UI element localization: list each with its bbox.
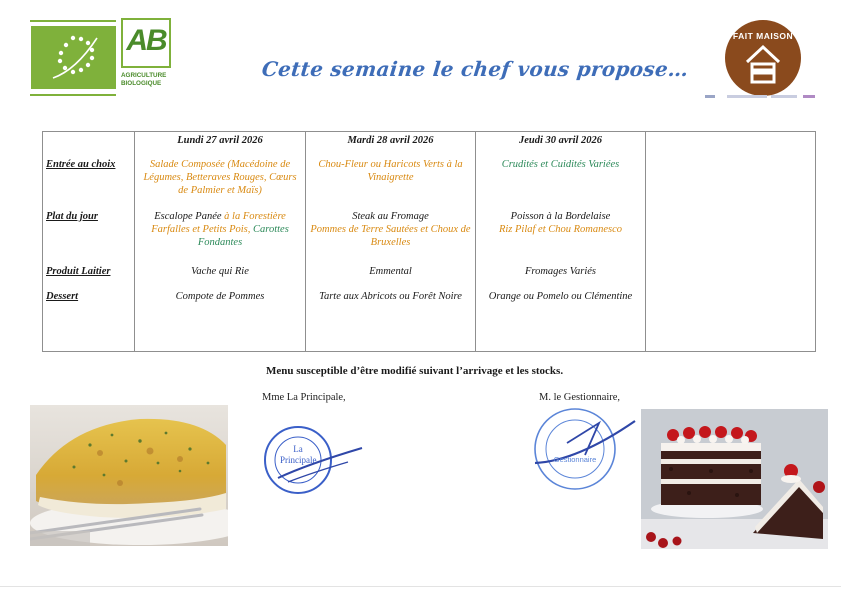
manager-stamp-text: Gestionnaire — [553, 455, 597, 464]
plat-monday-side-a: Farfalles et Petits Pois, — [151, 223, 251, 235]
plat-thursday — [476, 205, 646, 259]
plat-thursday-side: Riz Pilaf et Chou Romanesco — [498, 223, 623, 235]
plat-thursday-main: Poisson à la Bordelaise — [510, 210, 611, 222]
principal-stamp-text: La Principale — [280, 444, 317, 465]
table-row-plat — [43, 205, 816, 259]
fait-maison-logo — [725, 20, 801, 96]
signature-principal-label: Mme La Principale, — [262, 392, 346, 403]
laitier-thursday: Fromages Variés — [476, 259, 646, 287]
plat-monday-main: Escalope Panée — [154, 210, 222, 222]
corner-cell — [43, 132, 135, 152]
laitier-tuesday: Emmental — [306, 259, 476, 287]
row-label-plat: Plat du jour — [43, 205, 135, 259]
weekly-menu-table — [42, 131, 816, 352]
fait-maison-caption-strip — [703, 94, 821, 100]
ab-caption — [121, 72, 173, 88]
header-rule-top — [30, 20, 116, 22]
leaf-of-stars-icon — [31, 26, 116, 89]
row-label-laitier: Produit Laitier — [43, 259, 135, 287]
entree-empty — [646, 152, 816, 205]
dessert-tuesday: Tarte aux Abricots ou Forêt Noire — [306, 287, 476, 352]
day-header-tuesday: Mardi 28 avril 2026 — [306, 132, 476, 152]
menu-change-notice: Menu susceptible d’être modifié suivant l’arrivage et les stocks. — [266, 365, 564, 377]
black-forest-cake-photo — [641, 409, 828, 549]
house-hat-icon — [725, 20, 801, 96]
table-header-row — [43, 132, 816, 152]
plat-tuesday-side: Pommes de Terre Sautées et Choux de Bruxelles — [310, 223, 471, 248]
ab-letters: AB — [126, 24, 166, 57]
plat-empty — [646, 205, 816, 259]
day-header-thursday: Jeudi 30 avril 2026 — [476, 132, 646, 152]
row-label-entree: Entrée au choix — [43, 152, 135, 205]
signature-manager-label: M. le Gestionnaire, — [539, 392, 621, 403]
plat-monday — [135, 205, 306, 259]
eu-organic-leaf-logo — [31, 26, 116, 89]
ab-caption-line2: BIOLOGIQUE — [121, 80, 162, 87]
gratin-photo — [30, 405, 228, 546]
laitier-monday: Vache qui Rie — [135, 259, 306, 287]
plat-monday-sauce: à la Forestière — [224, 210, 286, 222]
row-label-dessert: Dessert — [43, 287, 135, 352]
dessert-monday: Compote de Pommes — [135, 287, 306, 352]
dessert-thursday: Orange ou Pomelo ou Clémentine — [476, 287, 646, 352]
entree-thursday: Crudités et Cuidités Variées — [476, 152, 646, 205]
table-row-entree — [43, 152, 816, 205]
page-title: Cette semaine le chef vous propose… — [260, 57, 690, 81]
plat-tuesday-main: Steak au Fromage — [352, 210, 429, 222]
table-row-dessert — [43, 287, 816, 352]
dessert-empty — [646, 287, 816, 352]
plat-monday-side-b: Carottes Fondantes — [197, 223, 289, 248]
day-header-monday: Lundi 27 avril 2026 — [135, 132, 306, 152]
fait-maison-label: FAIT MAISON — [732, 31, 794, 41]
ab-caption-line1: AGRICULTURE — [121, 72, 167, 79]
principal-stamp — [258, 420, 368, 502]
black-forest-cake-picture — [641, 409, 828, 549]
page-bottom-rule — [0, 586, 841, 587]
entree-tuesday: Chou-Fleur ou Haricots Verts à la Vinaigrette — [306, 152, 476, 205]
header-rule-bottom — [30, 94, 116, 96]
plat-tuesday — [306, 205, 476, 259]
entree-monday: Salade Composée (Macédoine de Légumes, Betteraves Rouges, Cœurs de Palmier et Maïs) — [135, 152, 306, 205]
day-header-empty — [646, 132, 816, 152]
table-row-laitier — [43, 259, 816, 287]
ab-organic-logo — [121, 18, 171, 96]
fish-gratin-picture — [30, 405, 228, 546]
ab-logo-box — [121, 18, 171, 68]
laitier-empty — [646, 259, 816, 287]
manager-stamp — [527, 403, 647, 493]
round-stamp-icon — [527, 403, 647, 493]
